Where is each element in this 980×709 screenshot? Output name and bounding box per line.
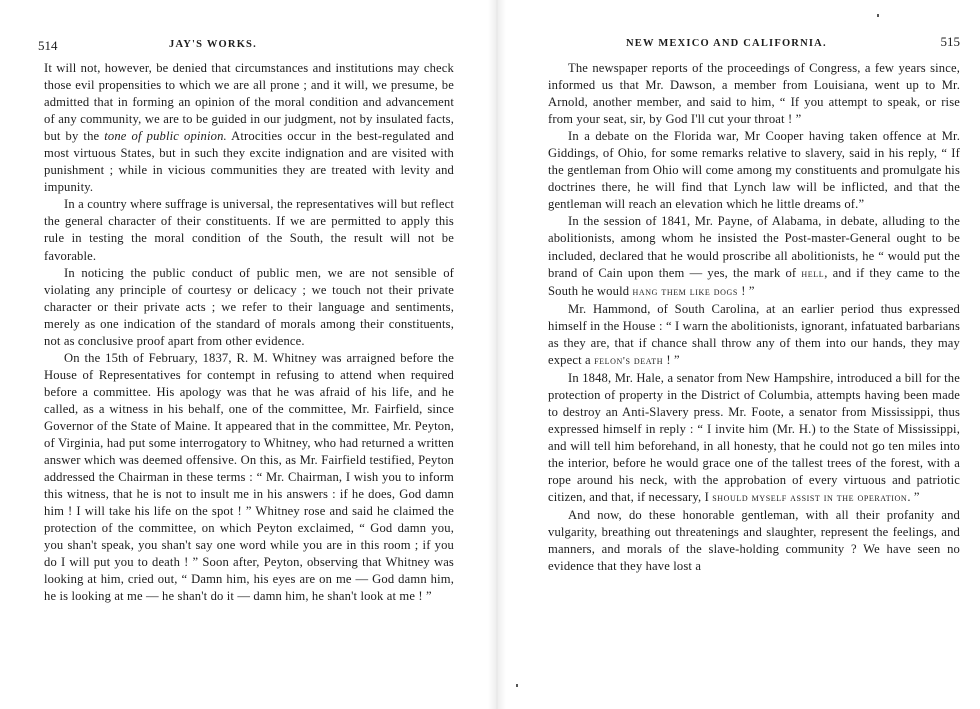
text-run: In the session of 1841, Mr. Payne, of Alabama, in debate, alluding to the abolitionists, among whom he insisted the Post-master-General ought to be included, declared that he would proscribe all abolitionists, he “ would put the brand of Cain upon them — yes, the mark of: [548, 214, 960, 280]
body-paragraph: [548, 301, 960, 370]
small-caps-text: should myself assist in the operation: [712, 492, 908, 505]
small-caps-text: felon's death: [594, 354, 664, 367]
text-run: In noticing the public conduct of public men, we are not sensible of violating any principle of courtesy or delicacy ; we touch not their private character or their private acts ; we refer to their language and sentiments, merely as one indication of the standard of morals among their constituents, not as conclusive proof apart from other evidence.: [44, 265, 454, 348]
ink-speck: [516, 684, 518, 687]
text-run: In a debate on the Florida war, Mr Cooper having taken offence at Mr. Giddings, of Ohio, for some remarks relative to slavery, said in his reply, “ If the gentleman from Ohio will come among my constituents and promulgate his doctrines there, he will find that Lynch law will be inflicted, and that the gentleman will reach an elevation which he little dreams of.”: [548, 129, 960, 212]
body-paragraph: [548, 370, 960, 507]
running-head: NEW MEXICO AND CALIFORNIA.: [626, 38, 827, 49]
ink-speck: [877, 14, 879, 17]
right-page: [548, 34, 960, 575]
left-page-body: [44, 60, 454, 606]
page-number: 515: [940, 34, 960, 49]
body-paragraph: [44, 196, 454, 264]
running-head: JAY'S WORKS.: [169, 39, 257, 50]
text-run: In 1848, Mr. Hale, a senator from New Hampshire, introduced a bill for the protection of property in the District of Columbia, attempts having been made to destroy an Anti-Slavery press. Mr. Foote, a senator from Mississippi, thus expressed himself in reply : “ I invite him (Mr. H.) to the State of Mississippi, and will tell him beforehand, in all honesty, that he could not go ten miles into the interior, before he would grace one of the tallest trees of the forest, with a rope around his neck, with the approbation of every virtuous and patriotic citizen, and that, if necessary, I: [548, 370, 960, 505]
body-paragraph: [548, 128, 960, 213]
text-run: . ”: [907, 490, 920, 505]
right-page-header: [548, 34, 960, 60]
book-gutter: [488, 0, 506, 709]
page-number: 514: [38, 38, 58, 53]
text-run: On the 15th of February, 1837, R. M. Whitney was arraigned before the House of Representatives for contempt in refusing to attend when required before a committee. His apology was that he was afraid of his life, and he called, as a witness in his behalf, one of the committee, Mr. Fairfield, since Governor of the State of Maine. It appeared that in the committee, Mr. Peyton, of Virginia, had put some interrogatory to Whitney, who had returned a written answer which was deemed offensive. On this, as Mr. Fairfield testified, Peyton addressed the Chairman in these terms : “ Mr. Chairman, I wish you to inform this witness, that he is not to insult me in his answers : if he does, God damn him ! I will take his life on the spot ! ” Whitney rose and said he claimed the protection of the committee, on which Peyton exclaimed, “ God damn you, you shan't speak, you shan't say one word while you are in this room ; if you do I will put you to death ! ” Soon after, Peyton, observing that Whitney was looking at him, cried out, “ Damn him, his eyes are on me — God damn him, he is looking at me — he shan't do it — damn him, he shan't look at me ! ”: [44, 350, 454, 604]
body-paragraph: [44, 60, 454, 196]
body-paragraph: [548, 213, 960, 300]
text-run: The newspaper reports of the proceedings of Congress, a few years since, informed us that Mr. Dawson, a member from Louisiana, went up to Mr. Arnold, another member, and said to him, “ If you attempt to speak, or rise from your seat, sir, by God I'll cut your throat ! ”: [548, 61, 960, 127]
left-page: [38, 38, 454, 606]
body-paragraph: [44, 265, 454, 350]
text-run: ! ”: [737, 283, 755, 298]
body-paragraph: [44, 350, 454, 606]
text-run: It will not, however, be denied that circumstances and institutions may check those evil propensities to which we are all prone ; and it will, we presume, be admitted that in forming an opinion of the moral condition and advancement of any community, we are to be guided in our judgment, not by insulated facts, but by the: [44, 61, 454, 144]
text-run: In a country where suffrage is universal, the representatives will but reflect the general character of their constituents. If we are permitted to apply this rule in testing the moral condition of the South, the result will not be favorable.: [44, 197, 454, 263]
left-page-header: [38, 38, 454, 60]
italic-text: tone of public opinion.: [104, 129, 227, 144]
text-run: And now, do these honorable gentleman, with all their profanity and vulgarity, breathing out threatenings and slaughter, represent the feelings, and manners, and morals of the slave-holding community ? We have seen no evidence that they have lost a: [548, 508, 960, 574]
body-paragraph: [548, 60, 960, 128]
right-page-body: [548, 60, 960, 575]
text-run: Atrocities occur in the best-regulated and most virtuous States, but in such they excite indignation and are visited with punishment ; while in vicious communities they are treated with levity and impunity.: [44, 129, 454, 195]
small-caps-text: hang them like dogs: [632, 285, 738, 298]
text-run: , and if they came to the South he would: [548, 265, 960, 298]
body-paragraph: [548, 507, 960, 575]
small-caps-text: hell: [801, 267, 825, 280]
text-run: Mr. Hammond, of South Carolina, at an earlier period thus expressed himself in the House : “ I warn the abolitionists, ignorant, infatuated barbarians as they are, that if chance shall throw any of them into our hands, they may expect a: [548, 301, 960, 367]
text-run: ! ”: [663, 352, 680, 367]
